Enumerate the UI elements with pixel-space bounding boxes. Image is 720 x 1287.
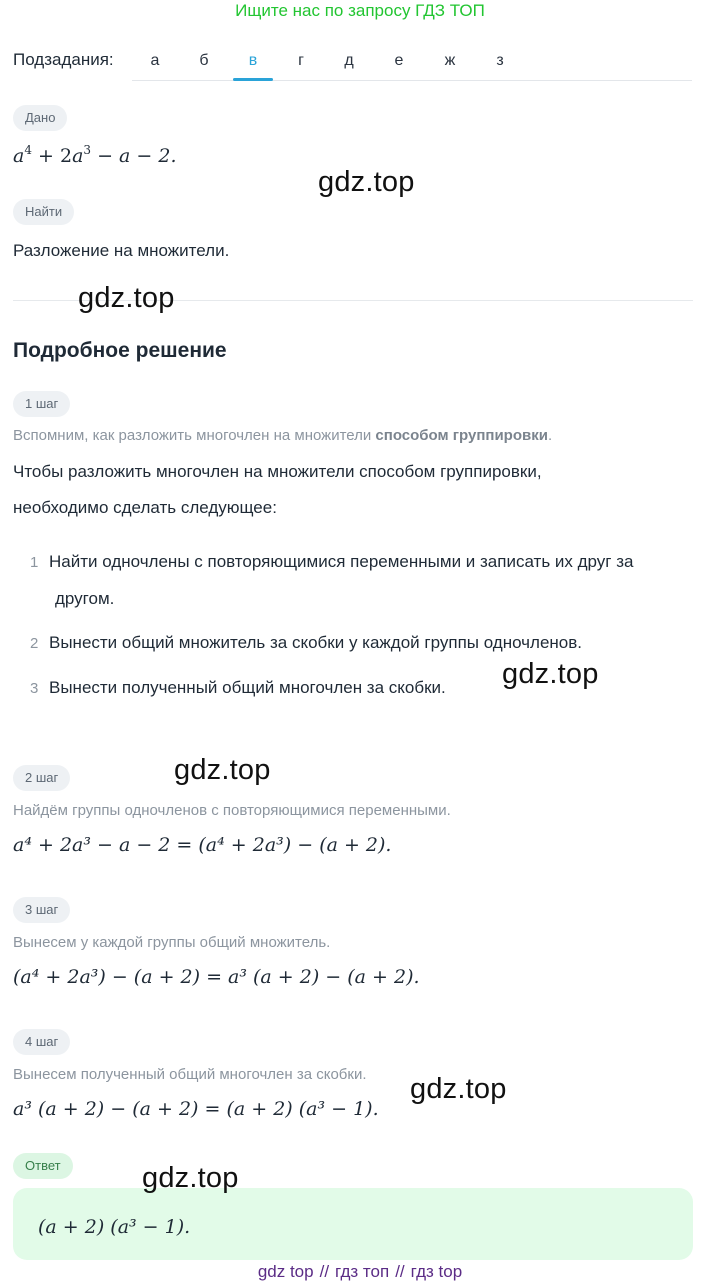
footer-separator: // [319, 1262, 330, 1281]
list-item-1-cont: другом. [55, 589, 115, 608]
find-chip: Найти [13, 199, 74, 225]
step2-hint: Найдём группы одночленов с повторяющимися переменными. [13, 802, 451, 819]
tab-z[interactable]: з [496, 52, 504, 69]
footer-link-gdz-top[interactable]: gdz top [257, 1262, 314, 1281]
step1-chip: 1 шаг [13, 391, 70, 417]
footer-links [0, 1262, 720, 1282]
subtasks-label: Подзадания: [13, 50, 114, 69]
footer-link-gdz-top-ru[interactable]: гдз топ [335, 1262, 390, 1281]
tab-e[interactable]: е [394, 52, 404, 69]
list-item-3: Вынести полученный общий многочлен за скобки. [49, 678, 446, 697]
watermark: gdz.top [502, 658, 599, 690]
tab-zh[interactable]: ж [444, 52, 456, 69]
step2-chip: 2 шаг [13, 765, 70, 791]
step1-line2: необходимо сделать следующее: [13, 498, 277, 517]
find-text: Разложение на множители. [13, 241, 230, 260]
step4-expression: a³ (a + 2) − (a + 2) = (a + 2) (a³ − 1). [13, 1098, 379, 1120]
watermark: gdz.top [318, 166, 415, 198]
footer-separator: // [395, 1262, 405, 1281]
step1-hint: Вспомним, как разложить многочлен на множители способом группировки. [13, 427, 553, 444]
top-banner[interactable]: Ищите нас по запросу ГДЗ ТОП [235, 1, 485, 20]
step4-hint: Вынесем полученный общий многочлен за скобки. [13, 1066, 367, 1083]
answer-expression: (a + 2) (a³ − 1). [38, 1216, 191, 1238]
subtask-tabs [132, 44, 692, 81]
tab-a[interactable]: а [150, 52, 160, 69]
list-number-2: 2 [30, 635, 39, 652]
list-number-3: 3 [30, 680, 39, 697]
step3-expression: (a⁴ + 2a³) − (a + 2) = a³ (a + 2) − (a + 2). [13, 966, 420, 988]
watermark: gdz.top [142, 1162, 239, 1194]
step3-hint: Вынесем у каждой группы общий множитель. [13, 934, 331, 951]
tab-d[interactable]: д [344, 52, 354, 69]
step1-line1: Чтобы разложить многочлен на множители способом группировки, [13, 462, 542, 481]
step2-expression: a⁴ + 2a³ − a − 2 = (a⁴ + 2a³) − (a + 2). [13, 834, 392, 856]
tab-b[interactable]: б [199, 52, 209, 69]
answer-chip: Ответ [13, 1153, 73, 1179]
list-item-2: Вынести общий множитель за скобки у каждой группы одночленов. [49, 633, 583, 652]
watermark: gdz.top [174, 754, 271, 786]
tab-g[interactable]: г [298, 52, 304, 69]
list-item-1: Найти одночлены с повторяющимися переменными и записать их друг за [49, 552, 634, 571]
step4-chip: 4 шаг [13, 1029, 70, 1055]
tab-v[interactable]: в [233, 44, 273, 80]
watermark: gdz.top [410, 1073, 507, 1105]
step3-chip: 3 шаг [13, 897, 70, 923]
footer-link-gdz-top-mixed[interactable]: гдз top [410, 1262, 463, 1281]
given-chip: Дано [13, 105, 67, 131]
list-number-1: 1 [30, 554, 39, 571]
given-expression: $a^4 + 2a^3 - a - 2$. [13, 143, 177, 167]
watermark: gdz.top [78, 282, 175, 314]
solution-title: Подробное решение [13, 339, 227, 362]
